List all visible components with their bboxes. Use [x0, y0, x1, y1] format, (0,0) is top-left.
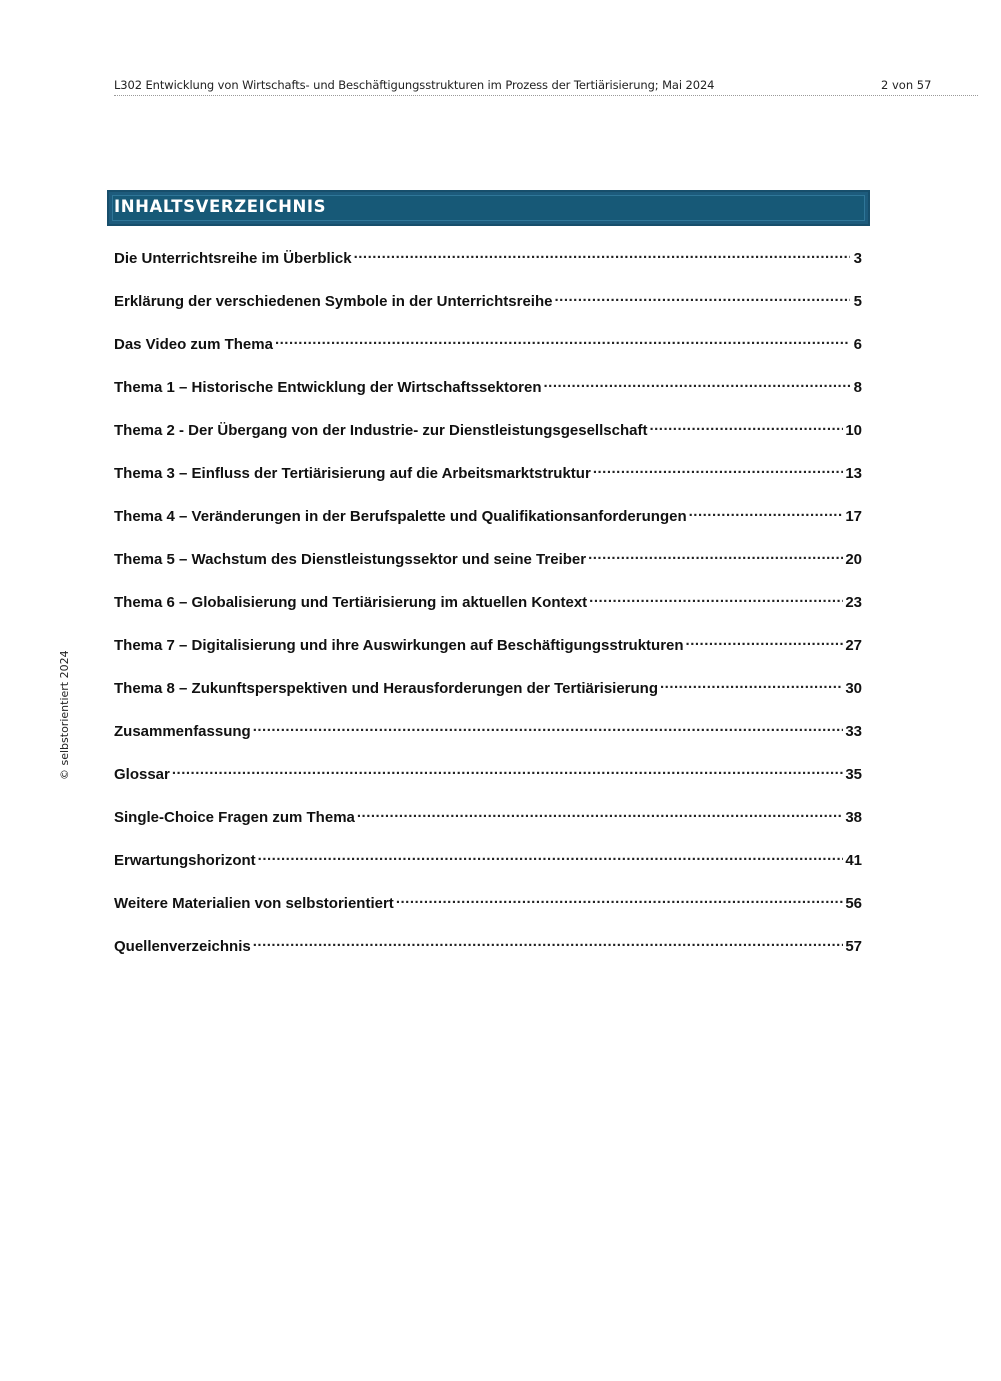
toc-page-number: 56	[845, 895, 862, 912]
toc-entry[interactable]	[114, 503, 862, 546]
toc-page-number: 27	[845, 637, 862, 654]
toc-entry-title: Thema 1 – Historische Entwicklung der Wirtschaftssektoren	[114, 379, 542, 396]
toc-entry[interactable]	[114, 331, 862, 374]
toc-entry[interactable]	[114, 589, 862, 632]
toc-dot-leader	[253, 933, 844, 951]
toc-entry[interactable]	[114, 245, 862, 288]
toc-entry-title: Thema 8 – Zukunftsperspektiven und Herausforderungen der Tertiärisierung	[114, 680, 659, 697]
toc-page-number: 30	[845, 680, 862, 697]
toc-dot-leader	[544, 374, 851, 392]
toc-entry-title: Thema 5 – Wachstum des Dienstleistungssektor und seine Treiber	[114, 551, 587, 568]
toc-page-number: 33	[845, 723, 862, 740]
toc-entry[interactable]	[114, 288, 862, 331]
toc-entry[interactable]	[114, 374, 862, 417]
toc-entry-title: Thema 2 - Der Übergang von der Industrie- zur Dienstleistungsgesellschaft	[114, 422, 648, 439]
toc-page-number: 5	[853, 293, 862, 310]
toc-dot-leader	[660, 675, 843, 693]
toc-entry[interactable]	[114, 847, 862, 890]
toc-page-number: 41	[845, 852, 862, 869]
header-page-indicator: 2 von 57	[881, 78, 932, 92]
toc-page-number: 23	[845, 594, 862, 611]
toc-page-number: 17	[845, 508, 862, 525]
toc-entry-title: Zusammenfassung	[114, 723, 251, 740]
toc-entry-title: Erklärung der verschiedenen Symbole in der Unterrichtsreihe	[114, 293, 553, 310]
toc-entry[interactable]	[114, 675, 862, 718]
toc-page-number: 6	[853, 336, 862, 353]
toc-entry-title: Die Unterrichtsreihe im Überblick	[114, 250, 352, 267]
toc-entry-title: Weitere Materialien von selbstorientiert	[114, 895, 394, 912]
toc-dot-leader	[258, 847, 844, 865]
toc-dot-leader	[686, 632, 844, 650]
toc-dot-leader	[275, 331, 850, 349]
header-document-title: L302 Entwicklung von Wirtschafts- und Beschäftigungsstrukturen im Prozess der Tertiärisierung; Mai 2024	[114, 78, 715, 92]
toc-entry[interactable]	[114, 761, 862, 804]
toc-dot-leader	[253, 718, 844, 736]
toc-entry-title: Thema 7 – Digitalisierung und ihre Auswirkungen auf Beschäftigungsstrukturen	[114, 637, 684, 654]
toc-dot-leader	[357, 804, 843, 822]
toc-dot-leader	[554, 288, 850, 306]
toc-page-number: 38	[845, 809, 862, 826]
toc-entry[interactable]	[114, 417, 862, 460]
toc-dot-leader	[588, 546, 843, 564]
toc-title: INHALTSVERZEICHNIS	[114, 197, 327, 216]
toc-entry[interactable]	[114, 460, 862, 503]
toc-dot-leader	[172, 761, 843, 779]
toc-entry-title: Single-Choice Fragen zum Thema	[114, 809, 355, 826]
toc-list	[114, 245, 862, 976]
toc-entry-title: Thema 6 – Globalisierung und Tertiärisierung im aktuellen Kontext	[114, 594, 588, 611]
toc-dot-leader	[589, 589, 843, 607]
toc-page-number: 10	[845, 422, 862, 439]
toc-entry[interactable]	[114, 933, 862, 976]
toc-entry-title: Thema 3 – Einfluss der Tertiärisierung auf die Arbeitsmarktstruktur	[114, 465, 591, 482]
toc-page-number: 57	[845, 938, 862, 955]
toc-dot-leader	[689, 503, 844, 521]
side-copyright: © selbstorientiert 2024	[58, 650, 71, 780]
toc-entry-title: Erwartungshorizont	[114, 852, 256, 869]
toc-entry-title: Thema 4 – Veränderungen in der Berufspalette und Qualifikationsanforderungen	[114, 508, 687, 525]
toc-dot-leader	[649, 417, 843, 435]
toc-page-number: 8	[853, 379, 862, 396]
toc-entry[interactable]	[114, 546, 862, 589]
toc-dot-leader	[593, 460, 844, 478]
toc-entry-title: Das Video zum Thema	[114, 336, 273, 353]
toc-dot-leader	[396, 890, 844, 908]
toc-page-number: 3	[853, 250, 862, 267]
toc-page-number: 13	[845, 465, 862, 482]
toc-entry-title: Glossar	[114, 766, 170, 783]
toc-dot-leader	[354, 245, 850, 263]
page-header	[114, 77, 978, 96]
toc-entry-title: Quellenverzeichnis	[114, 938, 251, 955]
toc-entry[interactable]	[114, 890, 862, 933]
toc-entry[interactable]	[114, 718, 862, 761]
toc-page-number: 35	[845, 766, 862, 783]
toc-entry[interactable]	[114, 804, 862, 847]
toc-banner	[107, 190, 870, 226]
toc-entry[interactable]	[114, 632, 862, 675]
toc-page-number: 20	[845, 551, 862, 568]
